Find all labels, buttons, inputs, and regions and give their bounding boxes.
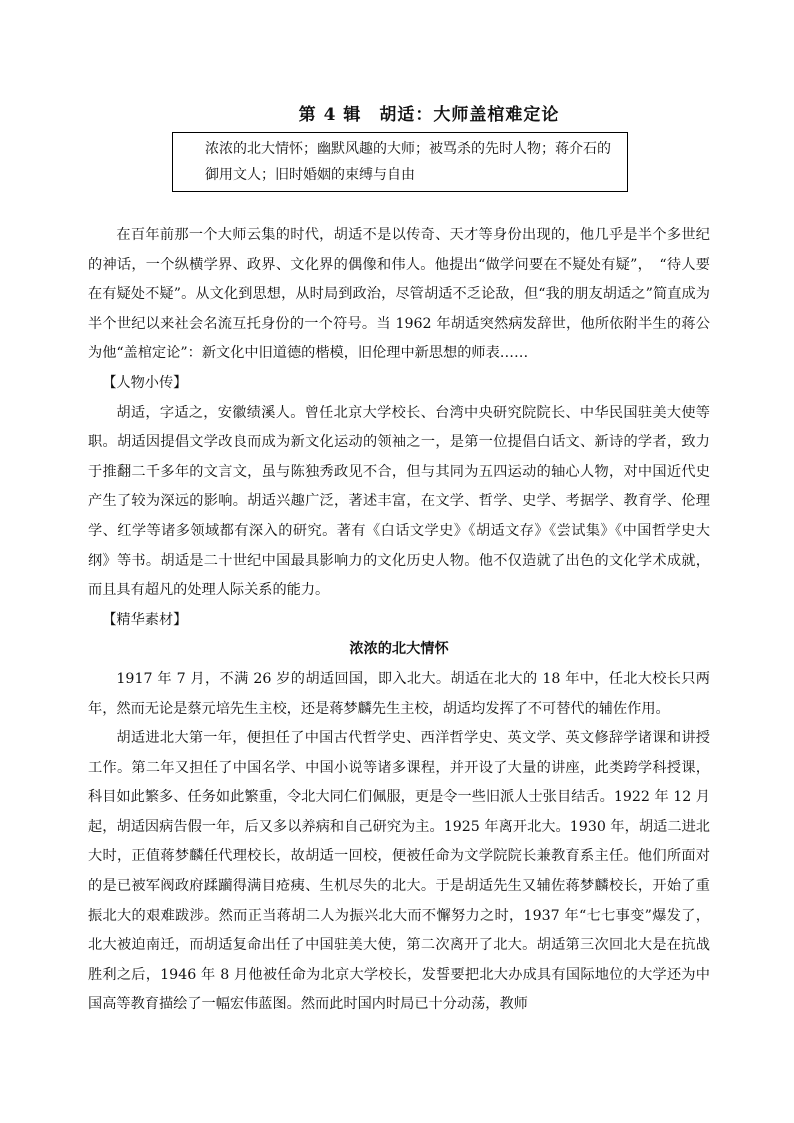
topics-box: 浓浓的北大情怀；幽默风趣的大师；被骂杀的先时人物；蒋介石的御用文人；旧时婚姻的束缚与自由 <box>172 132 628 192</box>
document-page <box>88 100 710 1020</box>
intro-paragraph: 在百年前那一个大师云集的时代，胡适不是以传奇、天才等身份出现的，他几乎是半个多世纪的神话，一个纵横学界、政界、文化界的偶像和伟人。他提出“做学问要在不疑处有疑”， “待人要在有疑处不疑”。从文化到思想，从时局到政治，尽管胡适不乏论敌，但“我的朋友胡适之”简直成为半个世纪以来社会名流互托身份的一个符号。当 1962 年胡适突然病发辞世，他所依附半生的蒋公为他“盖棺定论”：新文化中旧道德的楷模，旧伦理中新思想的师表…… <box>88 227 710 362</box>
body-paragraph-1: 1917 年 7 月，不满 26 岁的胡适回国，即入北大。胡适在北大的 18 年中，任北大校长只两年，然而无论是蔡元培先生主校，还是蒋梦麟先生主校，胡适均发挥了不可替代的辅佐作用。 <box>88 670 710 717</box>
chapter-title: 第 4 辑 胡适：大师盖棺难定论 <box>298 105 560 125</box>
material-label: 【精华素材】 <box>102 611 188 628</box>
bio-label: 【人物小传】 <box>102 374 188 391</box>
spacer <box>88 192 710 221</box>
bio-paragraph: 胡适，字适之，安徽绩溪人。曾任北京大学校长、台湾中央研究院院长、中华民国驻美大使等职。胡适因提倡文学改良而成为新文化运动的领袖之一，是第一位提倡白话文、新诗的学者，致力于推翻二千多年的文言文，虽与陈独秀政见不合，但与其同为五四运动的轴心人物，对中国近代史产生了较为深远的影响。胡适兴趣广泛，著述丰富，在文学、哲学、史学、考据学、教育学、伦理学、红学等诸多领域都有深入的研究。著有《白话文学史》《胡适文存》《尝试集》《中国哲学史大纲》等书。胡适是二十世纪中国最具影响力的文化历史人物。他不仅造就了出色的文化学术成就，而且具有超凡的处理人际关系的能力。 <box>88 404 710 599</box>
body-paragraph-2: 胡适进北大第一年，便担任了中国古代哲学史、西洋哲学史、英文学、英文修辞学诸课和讲授工作。第二年又担任了中国名学、中国小说等诸多课程，并开设了大量的讲座，此类跨学科授课，科目如此繁多、任务如此繁重，令北大同仁们佩服，更是令一些旧派人士张目结舌。1922 年 12 月起，胡适因病告假一年，后又多以养病和自己研究为主。1925 年离开北大。1930 年，胡适二进北大时，正值蒋梦麟任代理校长，故胡适一回校，便被任命为文学院院长兼教育系主任。他们所面对的是已被军阀政府蹂躏得满目疮痍、生机尽失的北大。于是胡适先生又辅佐蒋梦麟校长，开始了重振北大的艰难跋涉。然而正当蒋胡二人为振兴北大而不懈努力之时，1937 年“七七事变”爆发了，北大被迫南迁，而胡适复命出任了中国驻美大使，第二次离开了北大。胡适第三次回北大是在抗战胜利之后，1946 年 8 月他被任命为北京大学校长，发誓要把北大办成具有国际地位的大学还为中国高等教育描绘了一幅宏伟蓝图。然而此时国内时局已十分动荡，教师 <box>88 730 710 1013</box>
section-title: 浓浓的北大情怀 <box>349 641 449 658</box>
